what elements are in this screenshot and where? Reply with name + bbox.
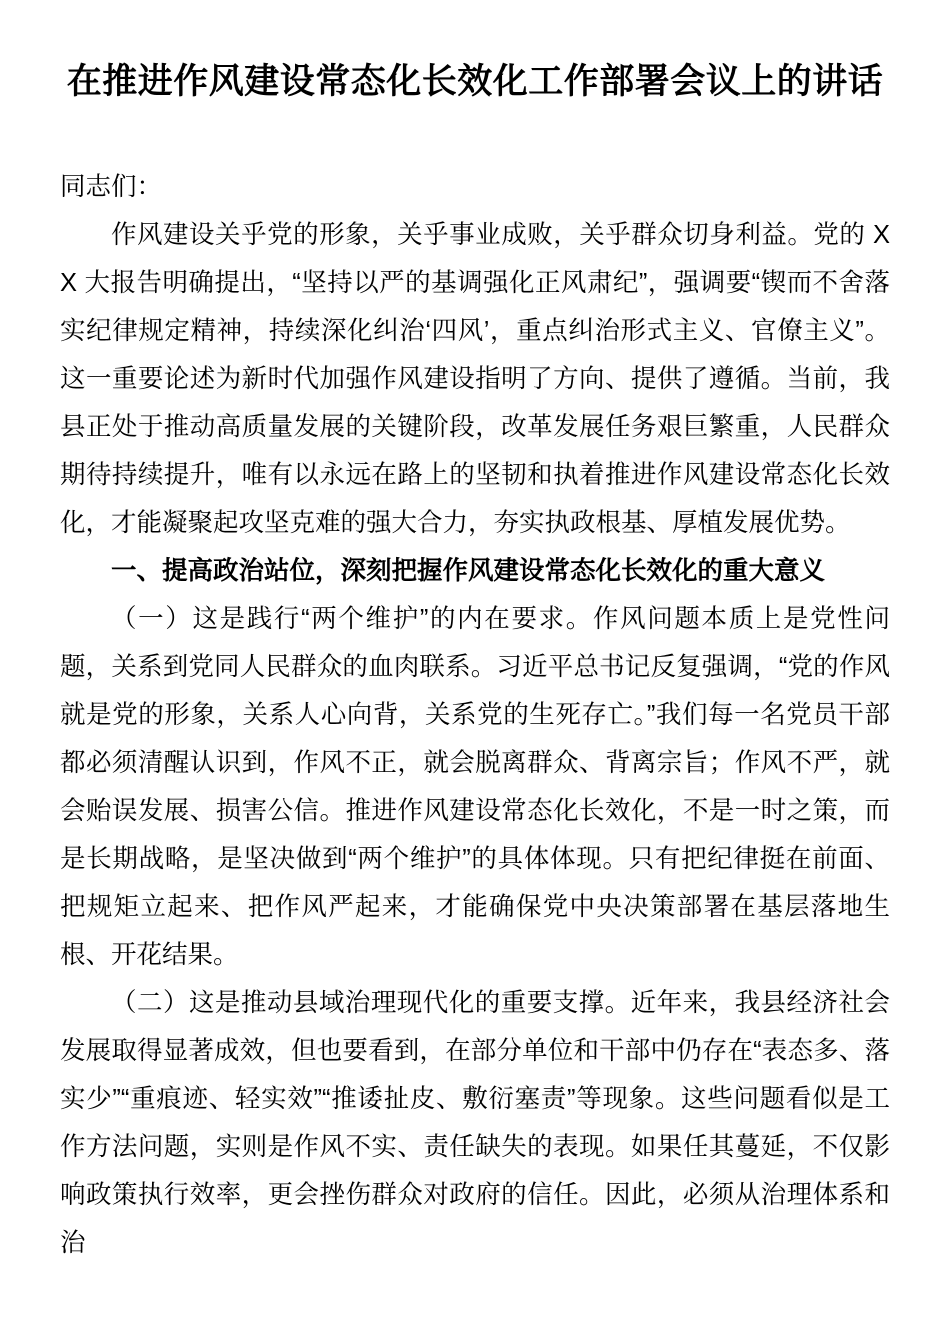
document-title: 在推进作风建设常态化长效化工作部署会议上的讲话 [66, 62, 884, 101]
paragraph-point-1: （一）这是践行“两个维护”的内在要求。作风问题本质上是党性问题，关系到党同人民群众的血肉联系。习近平总书记反复强调，“党的作风就是党的形象，关系人心向背，关系党的生死存亡。”我们每一名党员干部都必须清醒认识到，作风不正，就会脱离群众、背离宗旨；作风不严，就会贻误发展、损害公信。推进作风建设常态化长效化，不是一时之策，而是长期战略，是坚决做到“两个维护”的具体体现。只有把纪律挺在前面、把规矩立起来、把作风严起来，才能确保党中央决策部署在基层落地生根、开花结果。 [60, 605, 890, 970]
paragraph-point-2: （二）这是推动县域治理现代化的重要支撑。近年来，我县经济社会发展取得显著成效，但也要看到，在部分单位和干部中仍存在“表态多、落实少”“重痕迹、轻实效”“推诿扯皮、敷衍塞责”等现象。这些问题看似是工作方法问题，实则是作风不实、责任缺失的表现。如果任其蔓延，不仅影响政策执行效率，更会挫伤群众对政府的信任。因此，必须从治理体系和治 [60, 989, 890, 1258]
salutation: 同志们： [60, 173, 163, 202]
section-heading-1: 一、提高政治站位，深刻把握作风建设常态化长效化的重大意义 [111, 557, 826, 586]
paragraph-intro: 作风建设关乎党的形象，关乎事业成败，关乎群众切身利益。党的 XX 大报告明确提出，“坚持以严的基调强化正风肃纪”，强调要“锲而不舍落实纪律规定精神，持续深化纠治‘四风’，重点纠治形式主义、官僚主义”。这一重要论述为新时代加强作风建设指明了方向、提供了遵循。当前，我县正处于推动高质量发展的关键阶段，改革发展任务艰巨繁重，人民群众期待持续提升，唯有以永远在路上的坚韧和执着推进作风建设常态化长效化，才能凝聚起攻坚克难的强大合力，夯实执政根基、厚植发展优势。 [60, 221, 890, 538]
